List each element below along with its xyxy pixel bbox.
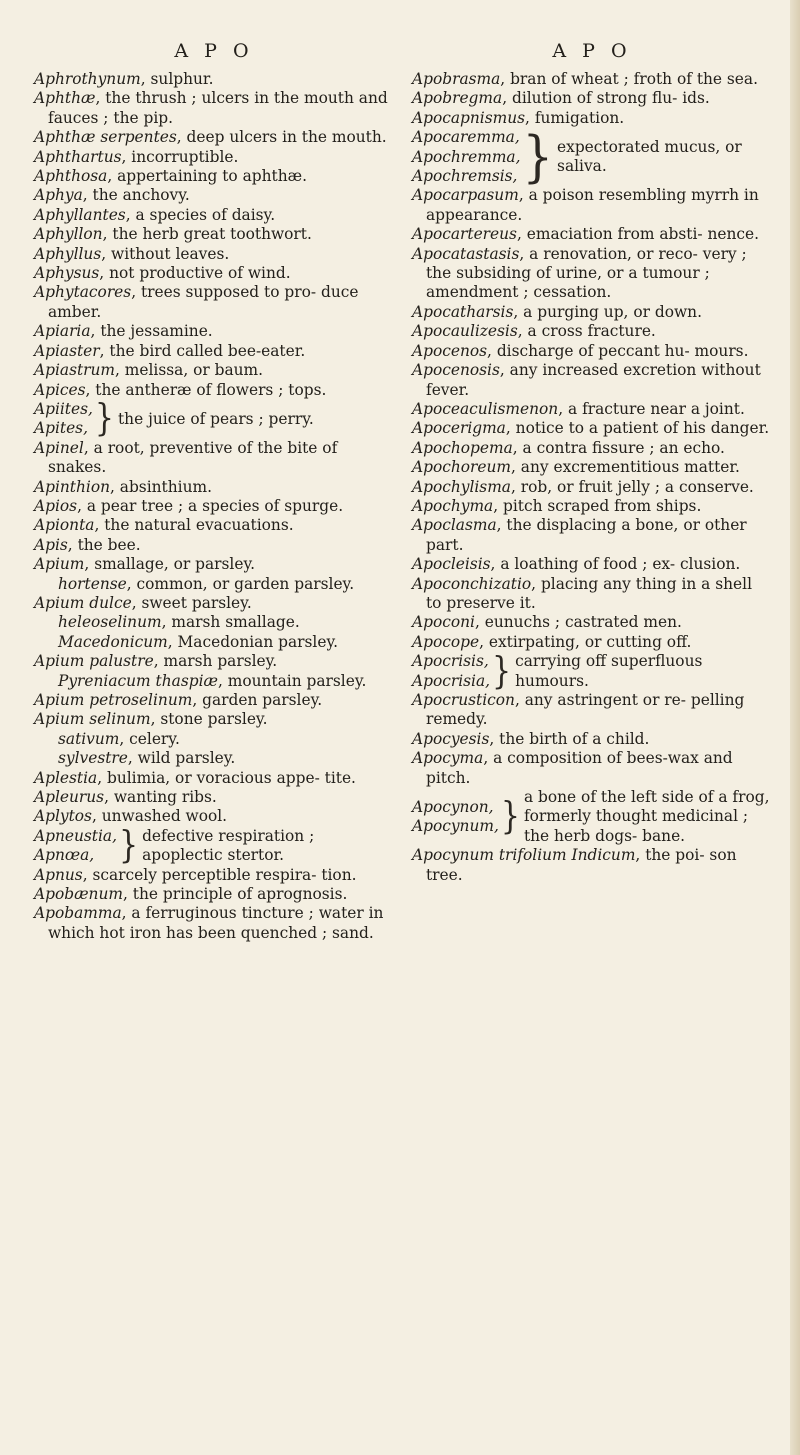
dictionary-entry — [34, 885, 394, 904]
dictionary-entry — [34, 283, 394, 322]
entry-term: Aphrothynum — [34, 70, 141, 88]
entry-definition: , the birth of a child. — [489, 729, 650, 748]
entry-definition: , any increased excretion without fever. — [426, 361, 761, 399]
running-head-right: A P O — [552, 40, 632, 62]
dictionary-entry — [412, 186, 772, 225]
entry-definition: expectorated mucus, or saliva. — [557, 137, 742, 176]
entry-term: Apis — [34, 535, 68, 554]
entry-definition: , the principle of aprognosis. — [122, 885, 348, 904]
entry-term: Apices — [34, 380, 86, 399]
entry-term: Apobænum — [34, 885, 123, 904]
entry-definition: , the displacing a bone, or other part. — [426, 516, 747, 554]
dictionary-entry — [412, 497, 772, 516]
entry-definition: , the herb great toothwort. — [102, 225, 312, 244]
sub-entry — [34, 613, 394, 632]
dictionary-entry — [34, 206, 394, 225]
entry-definition: , the jessamine. — [90, 322, 213, 341]
dictionary-entry — [34, 89, 394, 128]
entry-definition: , a fracture near a joint. — [558, 399, 745, 418]
entry-term: Aphyllantes — [34, 205, 126, 224]
sub-entry — [34, 575, 394, 594]
left-column — [34, 70, 394, 943]
sub-entry — [34, 730, 394, 749]
entry-definition: , the poi- son tree. — [426, 846, 737, 884]
entry-term: Apochylisma — [412, 477, 511, 496]
entry-definition: , the thrush ; ulcers in the mouth and fauces ; the pip. — [48, 89, 388, 127]
dictionary-entry — [412, 109, 772, 128]
entry-definition: , the antheræ of flowers ; tops. — [85, 380, 327, 399]
entry-definition: , a purging up, or down. — [513, 302, 702, 321]
entry-term: Apochremsis, — [412, 167, 518, 186]
entry-term: Apobregma — [412, 89, 503, 108]
bracketed-terms — [412, 798, 499, 837]
entry-term: Apionta — [34, 516, 95, 535]
sub-entry — [34, 633, 394, 652]
entry-definition: , Macedonian parsley. — [167, 632, 338, 651]
entry-definition: , fumigation. — [525, 108, 625, 127]
entry-term: Aphytacores — [34, 283, 132, 302]
entry-definition: , common, or garden parsley. — [126, 574, 355, 593]
entry-term: Apoconchizatio — [412, 574, 532, 593]
entry-term: Apochremma, — [412, 147, 521, 166]
dictionary-entry — [412, 303, 772, 322]
brace-symbol: } — [118, 823, 139, 868]
entry-definition: , incorruptible. — [121, 147, 239, 166]
entry-definition: , dilution of strong flu- ids. — [502, 89, 710, 108]
dictionary-entry — [412, 245, 772, 303]
entry-definition: , a composition of bees-wax and pitch. — [426, 749, 733, 787]
entry-term: Apios — [34, 496, 78, 515]
entry-definition: , without leaves. — [101, 244, 230, 263]
dictionary-entry — [412, 478, 772, 497]
dictionary-entry — [34, 342, 394, 361]
entry-definition: , placing any thing in a shell to preserve it. — [426, 574, 752, 612]
dictionary-entry — [34, 439, 394, 478]
dictionary-entry — [34, 769, 394, 788]
entry-definition: , absinthium. — [110, 477, 212, 496]
entry-term: Apocynum, — [412, 817, 499, 836]
entry-definition: , a pear tree ; a species of spurge. — [77, 496, 344, 515]
dictionary-entry — [412, 361, 772, 400]
dictionary-entry — [412, 516, 772, 555]
entry-definition: , a loathing of food ; ex- clusion. — [490, 555, 741, 574]
dictionary-entry — [34, 186, 394, 205]
entry-term: Apocleisis — [412, 555, 491, 574]
entry-definition: , marsh parsley. — [153, 652, 278, 671]
bracketed-entry — [412, 788, 772, 846]
entry-term: Apiaria — [34, 322, 91, 341]
entry-term: Apocapnismus — [412, 108, 526, 127]
entry-definition: , stone parsley. — [150, 710, 268, 729]
entry-term: Aphthæ serpentes — [34, 128, 177, 147]
dictionary-entry — [412, 691, 772, 730]
bracketed-terms — [34, 827, 117, 866]
dictionary-entry — [34, 866, 394, 885]
entry-definition: , sulphur. — [140, 70, 214, 88]
entry-term: Aphysus — [34, 264, 100, 283]
running-head-left: A P O — [174, 40, 254, 62]
entry-term: Apiastrum — [34, 361, 116, 380]
entry-definition: , a poison resembling myrrh in appearance. — [426, 186, 759, 224]
brace-symbol: } — [500, 794, 520, 839]
dictionary-entry — [412, 633, 772, 652]
dictionary-entry — [34, 555, 394, 574]
entry-definition: , a root, preventive of the bite of snakes. — [48, 438, 338, 477]
entry-term: Apium petroselinum — [34, 691, 193, 709]
brace-symbol: } — [94, 396, 114, 441]
entry-term: Apneustia, — [34, 826, 117, 845]
entry-term: Apocynum trifolium Indicum — [412, 846, 636, 865]
entry-term: Aplytos — [34, 807, 92, 826]
dictionary-entry — [34, 322, 394, 341]
entry-term: Apobamma — [34, 904, 122, 923]
right-column — [412, 70, 772, 885]
entry-term: Apnus — [34, 865, 83, 884]
entry-term: Apoconi — [412, 613, 475, 632]
dictionary-entry — [412, 225, 772, 244]
entry-definition: , wanting ribs. — [104, 788, 217, 807]
entry-definition: , marsh smallage. — [161, 613, 300, 632]
dictionary-entry — [34, 167, 394, 186]
entry-term: Apocaulizesis — [412, 322, 518, 341]
dictionary-entry — [34, 536, 394, 555]
entry-definition: the juice of pears ; perry. — [118, 409, 314, 428]
dictionary-entry — [412, 749, 772, 788]
entry-term: Apocatharsis — [412, 302, 514, 321]
entry-term: hortense — [58, 574, 127, 593]
entry-term: Apoceaculismenon — [412, 399, 559, 418]
bracketed-entry — [412, 125, 772, 190]
entry-term: Apinthion — [34, 477, 110, 496]
dictionary-entry — [34, 691, 394, 710]
entry-term: Apocenos — [412, 341, 488, 360]
entry-definition: , garden parsley. — [192, 691, 323, 709]
entry-definition: a bone of the left side of a frog, formerly thought medicinal ; the herb dogs- bane. — [523, 788, 770, 845]
brace-symbol: } — [492, 649, 512, 693]
dictionary-entry — [34, 225, 394, 244]
entry-definition: , a ferruginous tincture ; water in which hot iron has been quenched ; sand. — [48, 904, 384, 942]
entry-term: Apium selinum — [34, 710, 151, 729]
dictionary-entry — [34, 128, 394, 147]
entry-definition: , discharge of peccant hu- mours. — [487, 341, 749, 360]
dictionary-entry — [34, 478, 394, 497]
entry-term: Aphya — [34, 186, 83, 205]
entry-definition: , the natural evacuations. — [94, 516, 294, 535]
sub-entry — [34, 672, 394, 691]
entry-definition: , a species of daisy. — [125, 205, 276, 224]
entry-term: Apocartereus — [412, 225, 517, 244]
dictionary-entry — [34, 710, 394, 729]
entry-definition: , sweet parsley. — [131, 593, 252, 612]
entry-definition: , mountain parsley. — [217, 671, 367, 690]
entry-term: Apocrisia, — [412, 671, 491, 690]
entry-term: Apocaremma, — [412, 128, 520, 147]
entry-term: Apium dulce — [34, 593, 132, 612]
entry-definition: , not productive of wind. — [99, 264, 291, 283]
dictionary-entry — [412, 89, 772, 108]
dictionary-entry — [34, 148, 394, 167]
dictionary-entry — [412, 70, 772, 89]
entry-term: Apiites, — [34, 399, 93, 418]
entry-term: Apiaster — [34, 341, 100, 360]
entry-definition: , celery. — [119, 729, 180, 748]
entry-definition: , the anchovy. — [82, 186, 190, 205]
dictionary-entry — [34, 264, 394, 283]
dictionary-entry — [412, 419, 772, 438]
entry-definition: , eunuchs ; castrated men. — [474, 613, 682, 632]
dictionary-entry — [412, 322, 772, 341]
entry-term: Pyreniacum thaspiæ — [58, 671, 218, 690]
entry-term: Apocrisis, — [412, 652, 489, 671]
entry-term: Aphthartus — [34, 147, 122, 166]
entry-term: Apocynon, — [412, 797, 494, 816]
entry-definition: carrying off superfluous humours. — [515, 652, 703, 690]
entry-term: Apobrasma — [412, 70, 501, 88]
entry-definition: defective respiration ; apoplectic stertor. — [142, 826, 315, 865]
entry-definition: , wild parsley. — [127, 749, 236, 768]
entry-definition: , rob, or fruit jelly ; a conserve. — [510, 477, 754, 496]
dictionary-entry — [412, 458, 772, 477]
dictionary-entry — [412, 400, 772, 419]
entry-term: Aphthæ — [34, 89, 96, 108]
entry-term: Aplestia — [34, 768, 98, 787]
entry-term: Macedonicum — [58, 632, 168, 651]
dictionary-entry — [34, 70, 394, 89]
entry-term: Apium palustre — [34, 652, 154, 671]
entry-definition: , smallage, or parsley. — [84, 555, 255, 574]
entry-definition: , appertaining to aphthæ. — [107, 167, 307, 186]
entry-term: Apocenosis — [412, 361, 500, 380]
entry-term: Aphyllon — [34, 225, 103, 244]
entry-term: Apoclasma — [412, 516, 497, 535]
entry-term: Apochopema — [412, 438, 513, 457]
entry-term: Apocarpasum — [412, 186, 519, 205]
entry-term: Apium — [34, 555, 85, 574]
entry-term: Apnœa, — [34, 846, 95, 865]
bracketed-terms — [412, 652, 490, 691]
dictionary-entry — [34, 245, 394, 264]
dictionary-entry — [412, 342, 772, 361]
dictionary-entry — [412, 575, 772, 614]
entry-definition: , bran of wheat ; froth of the sea. — [500, 70, 758, 88]
dictionary-entry — [34, 788, 394, 807]
entry-term: Apochyma — [412, 496, 494, 515]
entry-term: sylvestre — [58, 749, 128, 768]
dictionary-entry — [412, 846, 772, 885]
dictionary-entry — [34, 361, 394, 380]
bracketed-terms — [412, 128, 521, 186]
entry-definition: , a renovation, or reco- very ; the subsiding of urine, or a tumour ; amendment ; cessation. — [426, 244, 747, 302]
entry-definition: , unwashed wool. — [91, 807, 228, 826]
dictionary-entry — [34, 652, 394, 671]
entry-definition: , a cross fracture. — [517, 322, 656, 341]
entry-term: Aphthosa — [34, 167, 108, 186]
dictionary-entry — [34, 807, 394, 826]
dictionary-entry — [412, 439, 772, 458]
entry-definition: , trees supposed to pro- duce amber. — [48, 283, 359, 321]
dictionary-entry — [34, 381, 394, 400]
dictionary-entry — [412, 730, 772, 749]
dictionary-entry — [34, 497, 394, 516]
sub-entry — [34, 749, 394, 768]
dictionary-entry — [412, 613, 772, 632]
dictionary-entry — [412, 555, 772, 574]
entry-definition: , extirpating, or cutting off. — [479, 632, 692, 651]
entry-definition: , pitch scraped from ships. — [493, 496, 702, 515]
entry-definition: , the bee. — [67, 535, 141, 554]
entry-definition: , any astringent or re- pelling remedy. — [426, 691, 745, 729]
entry-definition: , notice to a patient of his danger. — [505, 419, 770, 438]
entry-definition: , scarcely perceptible respira- tion. — [82, 865, 357, 884]
dictionary-entry — [34, 904, 394, 943]
entry-term: Apocope — [412, 632, 480, 651]
entry-term: Apleurus — [34, 788, 105, 807]
brace-symbol: } — [522, 125, 554, 190]
entry-definition: , a contra fissure ; an echo. — [512, 438, 725, 457]
entry-definition: , emaciation from absti- nence. — [516, 225, 760, 244]
entry-definition: , any excrementitious matter. — [511, 458, 740, 477]
entry-definition: , bulimia, or voracious appe- tite. — [97, 768, 356, 787]
entry-term: Apocyesis — [412, 729, 490, 748]
bracketed-terms — [34, 400, 93, 439]
bracketed-entry — [34, 396, 394, 441]
entry-term: Apocerigma — [412, 419, 506, 438]
entry-term: Apinel — [34, 438, 84, 457]
entry-term: Apocyma — [412, 749, 484, 768]
entry-term: Apochoreum — [412, 458, 512, 477]
dictionary-entry — [34, 516, 394, 535]
entry-term: Apites, — [34, 419, 88, 438]
dictionary-entry — [34, 594, 394, 613]
entry-term: Apocatastasis — [412, 244, 520, 263]
entry-term: Aphyllus — [34, 244, 102, 263]
entry-term: heleoselinum — [58, 613, 162, 632]
entry-term: sativum — [58, 729, 120, 748]
entry-definition: , melissa, or baum. — [115, 361, 264, 380]
bracketed-entry — [34, 823, 394, 868]
entry-term: Apocrusticon — [412, 691, 515, 709]
bracketed-entry — [412, 649, 772, 693]
entry-definition: , the bird called bee-eater. — [99, 341, 306, 360]
page-edge — [790, 0, 800, 1455]
entry-definition: , deep ulcers in the mouth. — [176, 128, 387, 147]
